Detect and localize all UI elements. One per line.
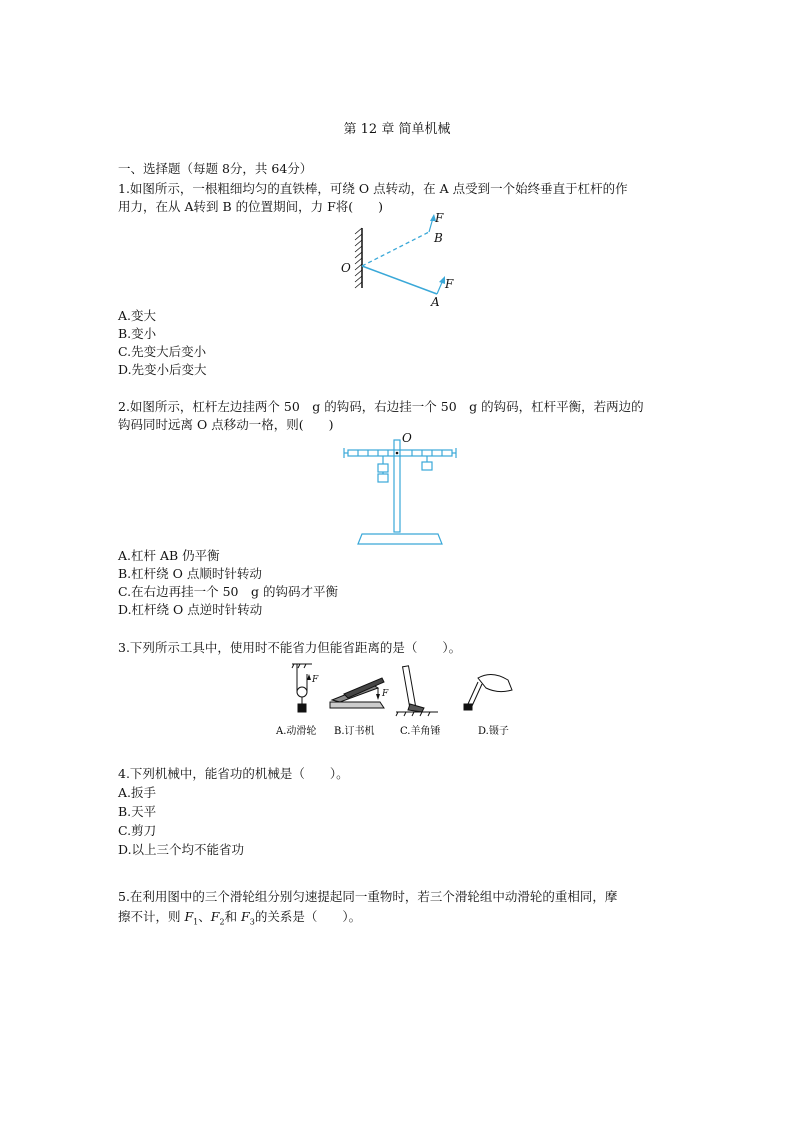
q4-text: 4.下列机械中，能省功的机械是（ ）。	[118, 766, 349, 781]
caption-b: B.订书机	[334, 726, 375, 737]
q2-option-d: D.杠杆绕 O 点逆时针转动	[118, 602, 263, 617]
q2-text-line1: 2.如图所示，杠杆左边挂两个 50 g 的钩码，右边挂一个 50 g 的钩码，杠杆平衡，若两边的	[118, 399, 644, 414]
lever-position-b	[362, 232, 429, 266]
weight-left-1	[378, 464, 388, 472]
q5-text-line2	[118, 908, 361, 932]
section-heading: 一、选择题（每题 8分，共 64分）	[118, 161, 313, 176]
q4-option-a: A.扳手	[118, 785, 157, 800]
q1-text-line1: 1.如图所示，一根粗细均匀的直铁棒，可绕 O 点转动，在 A 点受到一个始终垂直于杠杆的作	[118, 181, 628, 196]
q2-option-b: B.杠杆绕 O 点顺时针转动	[118, 566, 262, 581]
q1-lever-figure	[335, 208, 465, 310]
weight-right	[422, 462, 432, 470]
q4-option-c: C.剪刀	[118, 823, 157, 838]
q5-f1-sub: 1	[193, 917, 199, 927]
tool-claw-hammer	[396, 666, 438, 716]
wall-hatch	[355, 228, 362, 288]
weight-left-2	[378, 474, 388, 482]
label-f-stapler: F	[382, 689, 389, 699]
q2-option-a: A.杠杆 AB 仍平衡	[118, 548, 220, 563]
q5-f3: F	[241, 909, 250, 924]
lever-position-a	[362, 266, 437, 294]
q1-option-a: A.变大	[118, 308, 157, 323]
q1-option-b: B.变小	[118, 326, 157, 341]
tool-stapler	[330, 678, 384, 708]
q1-option-d: D.先变小后变大	[118, 362, 207, 377]
q4-option-d: D.以上三个均不能省功	[118, 842, 245, 857]
q5-f2-sub: 2	[219, 917, 225, 927]
stand-base	[358, 534, 442, 544]
tool-movable-pulley	[292, 664, 312, 712]
q5-f2: F	[210, 909, 220, 924]
q5-sep2: 和	[224, 909, 242, 924]
q4-option-b: B.天平	[118, 804, 157, 819]
q5-text-line1: 5.在利用图中的三个滑轮组分别匀速提起同一重物时，若三个滑轮组中动滑轮的重相同，摩	[118, 889, 618, 904]
tool-tweezers	[464, 674, 512, 710]
label-o: O	[402, 431, 412, 445]
q2-text-line2: 钩码同时远离 O 点移动一格，则( )	[118, 417, 334, 432]
label-f-top: F	[435, 211, 444, 225]
q2-option-c: C.在右边再挂一个 50 g 的钩码才平衡	[118, 584, 338, 599]
q5-sep1: 、	[198, 909, 211, 924]
label-a: A	[431, 295, 440, 309]
q3-tools-figure	[272, 660, 532, 740]
caption-a: A.动滑轮	[276, 726, 317, 737]
label-f-bottom: F	[445, 277, 454, 291]
q1-option-c: C.先变大后变小	[118, 344, 207, 359]
label-o: O	[341, 261, 351, 275]
q5-prefix: 擦不计，则	[118, 909, 185, 924]
q3-text: 3.下列所示工具中，使用时不能省力但能省距离的是（ ）。	[118, 640, 462, 655]
caption-c: C.羊角锤	[400, 726, 441, 737]
page-title: 第 12 章 简单机械	[343, 122, 451, 137]
label-f-pulley: F	[312, 675, 319, 685]
q5-f3-sub: 3	[249, 917, 255, 927]
q1-text-line2: 用力，在从 A转到 B 的位置期间，力 F将( )	[118, 199, 384, 214]
q2-lever-stand-figure	[340, 430, 460, 548]
q5-f1: F	[184, 909, 194, 924]
caption-d: D.镊子	[478, 726, 509, 737]
q5-suffix: 的关系是（ ）。	[254, 909, 362, 924]
label-b: B	[434, 231, 443, 245]
